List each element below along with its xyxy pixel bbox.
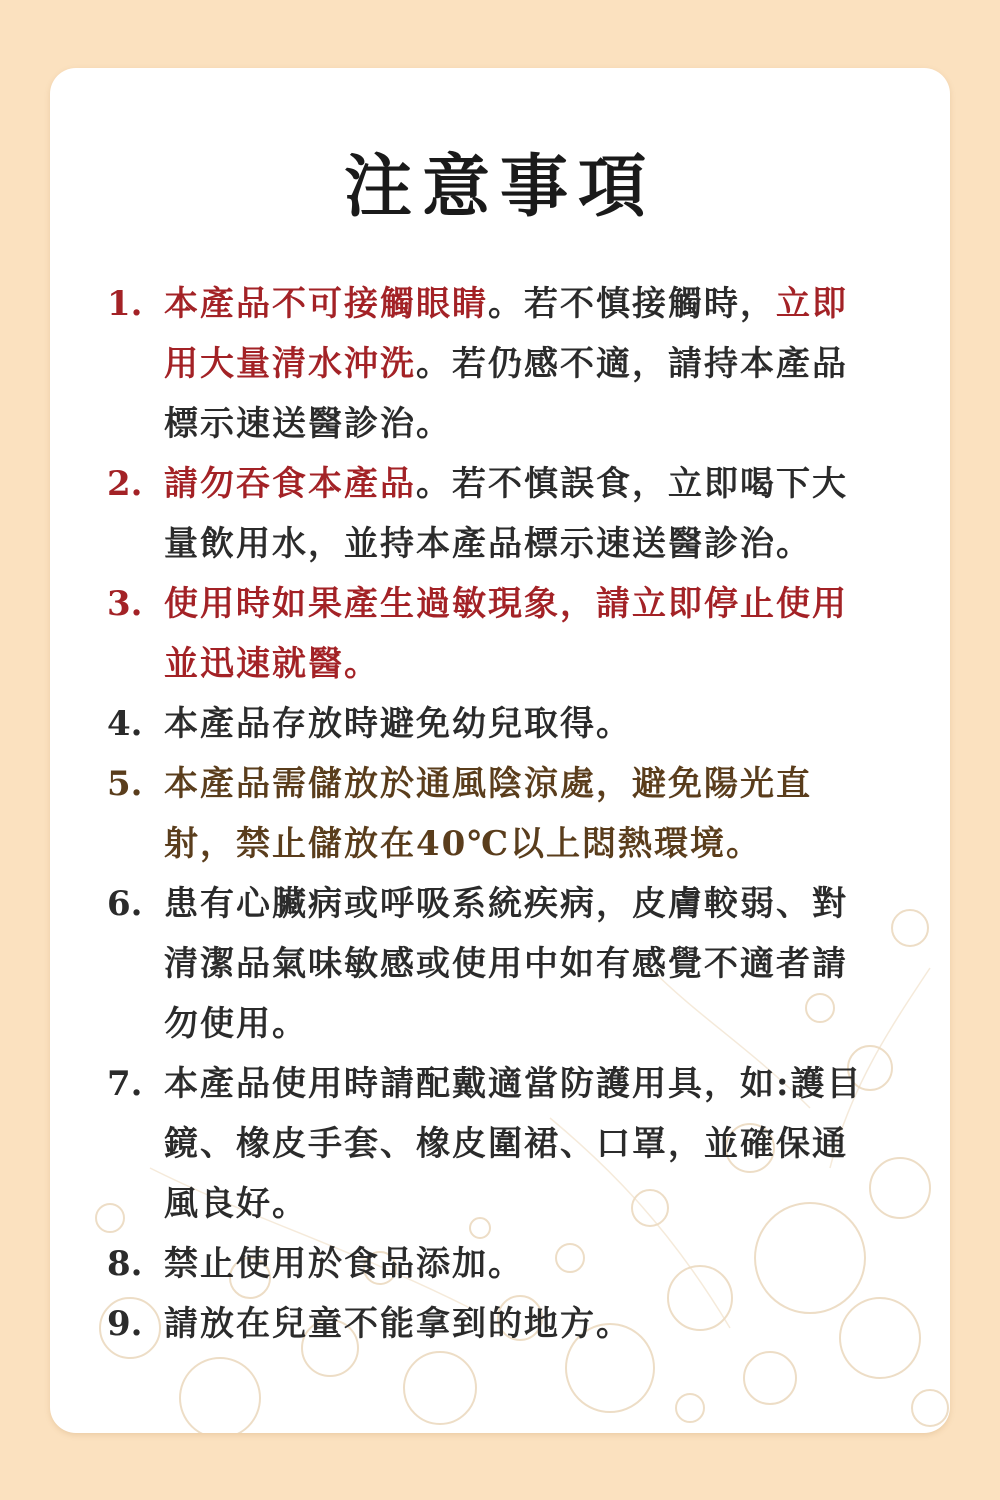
item-text: 患有心臟病或呼吸系統疾病，皮膚較弱、對清潔品氣味敏感或使用中如有感覺不適者請勿使用。 [164,884,848,1044]
item-number: 9. [107,1304,143,1344]
item-text: 本產品需儲放於通風陰涼處，避免陽光直射，禁止儲放在40℃以上悶熱環境。 [164,764,812,864]
list-item [107,754,897,874]
item-number: 4. [107,704,143,744]
item-text [164,454,877,574]
list-item [107,1054,897,1234]
item-normal: 。若不慎接觸時， [488,284,776,324]
item-text: 本產品存放時避免幼兒取得。 [164,704,632,744]
list-item [107,694,897,754]
list-item [107,574,897,694]
item-number: 1. [107,284,143,324]
item-emphasis: 請勿吞食本產品 [164,464,416,504]
item-text: 請放在兒童不能拿到的地方。 [164,1304,632,1344]
item-number: 7. [107,1064,143,1104]
item-text [164,274,877,454]
list-item [107,1294,897,1354]
list-item [107,274,897,454]
item-normal: 。若仍感不適，請持本產品標示速送醫診治。 [164,344,848,444]
item-emphasis: 立即用大量清水沖洗 [164,284,848,384]
item-text: 禁止使用於食品添加。 [164,1244,524,1284]
list-item [107,1234,897,1294]
item-number: 5. [107,764,143,804]
notice-list [107,274,897,1354]
item-text: 使用時如果產生過敏現象，請立即停止使用並迅速就醫。 [164,584,848,684]
item-text: 本產品使用時請配戴適當防護用具，如:護目鏡、橡皮手套、橡皮圍裙、口罩，並確保通風良好。 [164,1064,863,1224]
list-item [107,454,897,574]
item-number: 6. [107,884,143,924]
item-normal: 。若不慎誤食，立即喝下大量飲用水，並持本產品標示速送醫診治。 [164,464,848,564]
list-item [107,874,897,1054]
item-number: 2. [107,464,143,504]
page-title: 注意事項 [343,147,656,227]
item-number: 8. [107,1244,143,1284]
item-emphasis: 本產品不可接觸眼睛 [164,284,488,324]
item-number: 3. [107,584,143,624]
